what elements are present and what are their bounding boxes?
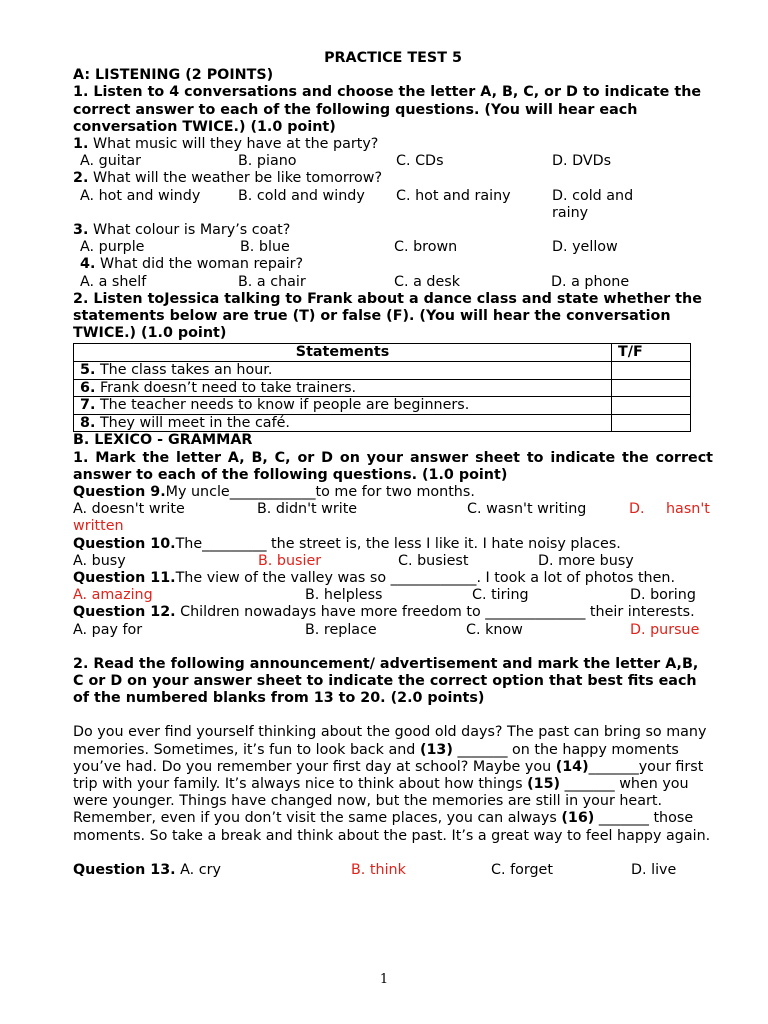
option-c: C. forget [491,861,553,878]
question-9-options [73,501,713,518]
question-3: 3. What colour is Mary’s coat? [73,222,291,239]
option-b: B. blue [240,239,290,256]
option-d: D. pursue [630,621,700,638]
section-b-heading: B. LEXICO - GRAMMAR [73,432,253,449]
question-11: Question 11.The view of the valley was so ____________. I took a lot of photos then. [73,570,676,587]
question-10-options [73,553,713,570]
option-d: D. yellow [552,239,618,256]
option-a: A. busy [73,552,126,569]
option-c: C. busiest [398,552,469,569]
question-3-options [73,239,720,256]
grammar-task1-instruction: 1. Mark the letter A, B, C, or D on your answer sheet to indicate the correct answer to each of the following questions. (1.0 point) [73,449,713,483]
option-b: B. busier [258,552,322,569]
option-d-continued: written [73,518,124,535]
statements-header: Statements [74,344,612,362]
option-c: C. hot and rainy [396,187,511,204]
question-2-options [73,188,720,222]
question-10: Question 10.The_________ the street is, the less I like it. I hate noisy places. [73,535,621,552]
option-b: B. helpless [305,587,383,604]
table-header-row [74,344,691,362]
page-number: 1 [379,972,389,987]
option-c: C. a desk [394,273,460,290]
tf-answer-cell[interactable] [612,397,691,415]
option-b: B. a chair [238,273,306,290]
option-a: A. pay for [73,621,143,638]
option-c: C. wasn't writing [467,501,587,518]
question-11-options [73,587,713,604]
tf-answer-cell[interactable] [612,379,691,397]
tf-answer-cell[interactable] [612,362,691,380]
option-a: A. doesn't write [73,501,185,518]
reading-task2-instruction: 2. Read the following announcement/ advertisement and mark the letter A,B, C or D on your answer sheet to indicate the correct option that best fits each of the numbered blanks from 13 to 20. (2.0 points) [73,655,699,707]
question-13-label: Question 13. [73,861,176,878]
passage-paragraph-2: Remember, even if you don’t visit the same places, you can always (16) _______ those moments. So take a break and think about the past. It’s a great way to feel happy again. [73,810,711,844]
question-13 [73,862,713,879]
option-d: D. [629,501,645,518]
listening-task2-instruction: 2. Listen toJessica talking to Frank about a dance class and state whether the statements below are true (T) or false (F). (You will hear the conversation TWICE.) (1.0 point) [73,290,702,342]
option-d: D. DVDs [552,153,612,170]
option-d: D. a phone [551,273,630,290]
tf-header: T/F [612,344,691,362]
option-d: D. cold and rainy [552,187,634,221]
option-b: B. cold and windy [238,187,365,204]
option-c: C. brown [394,239,458,256]
table-row: 5. The class takes an hour. [74,362,691,380]
statements-table [73,343,691,432]
option-d-text: hasn't [666,501,710,518]
option-d: D. live [631,861,677,878]
section-a-heading: A: LISTENING (2 POINTS) [73,67,274,84]
document-page [73,50,713,879]
option-a: A. hot and windy [80,187,201,204]
option-a: A. cry [180,861,221,878]
question-4: 4. What did the woman repair? [80,256,304,273]
option-b: B. think [351,861,406,878]
question-1: 1. What music will they have at the party? [73,136,379,153]
table-row: 7. The teacher needs to know if people are beginners. [74,397,691,415]
passage-paragraph-1: Do you ever find yourself thinking about the good old days? The past can bring so many memories. Sometimes, it’s fun to look back and (13) _______ on the happy moments you’ve had. Do you remember your first day at school? Maybe you (14)_______your first trip with your family. It’s always nice to think about how things (15) _______ when you were younger. Things have changed now, but the memories are still in your heart. [73,724,707,810]
option-a: A. purple [80,239,145,256]
option-c: C. tiring [472,587,529,604]
listening-task1-instruction: 1. Listen to 4 conversations and choose the letter A, B, C, or D to indicate the correct answer to each of the following questions. (You will hear each conversation TWICE.) (1.0 point) [73,84,702,135]
option-a: A. a shelf [80,273,147,290]
option-c: C. CDs [396,153,444,170]
table-row: 8. They will meet in the café. [74,414,691,432]
table-row: 6. Frank doesn’t need to take trainers. [74,379,691,397]
option-d: D. more busy [538,552,634,569]
question-1-options [73,153,720,170]
option-a: A. amazing [73,587,153,604]
option-b: B. replace [305,621,377,638]
option-b: B. piano [238,153,297,170]
option-c: C. know [466,621,523,638]
question-9: Question 9.My uncle____________to me for two months. [73,484,475,501]
option-d: D. boring [630,587,696,604]
option-b: B. didn't write [257,501,358,518]
question-4-options [73,274,720,291]
question-12: Question 12. Children nowadays have more freedom to ______________ their interests. [73,604,695,621]
question-12-options [73,622,713,639]
page-title: PRACTICE TEST 5 [324,50,462,66]
tf-answer-cell[interactable] [612,414,691,432]
option-a: A. guitar [80,153,141,170]
question-2: 2. What will the weather be like tomorrow? [73,170,383,187]
